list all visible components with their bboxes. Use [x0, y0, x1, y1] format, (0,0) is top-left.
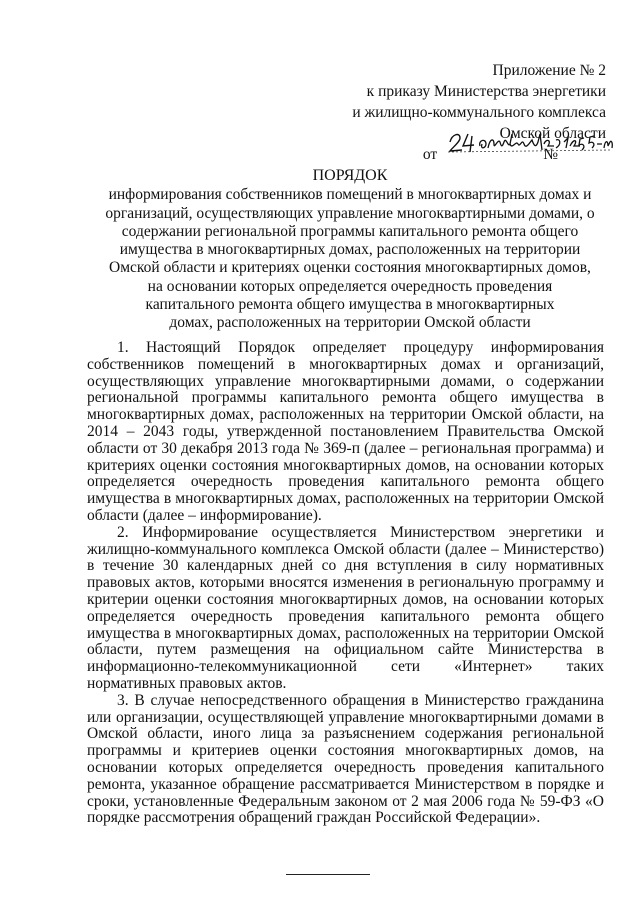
subtitle-line: содержании региональной программы капитального ремонта общего	[121, 222, 579, 240]
paragraph-1: 1. Настоящий Порядок определяет процедуру информирования собственников помещений в многоквартирных домах и организаций, осуществляющих управление многоквартирными домами, о содержании региональной программы капитального ремонта общего имущества в многоквартирных домах, расположенных на территории Омской области, на 2014 – 2043 годы, утвержденной постановлением Правительства Омской области от 30 декабря 2013 года № 369-п (далее – региональная программа) и критериях оценки состояния многоквартирных домов, на основании которых определяется очередность проведения капитального ремонта общего имущества в многоквартирных домах, расположенных на территории Омской области (далее – информирование).	[87, 339, 604, 524]
subtitle-line: домах, расположенных на территории Омской области	[169, 314, 531, 332]
paragraph-2: 2. Информирование осуществляется Министерством энергетики и жилищно-коммунального комплекса Омской области (далее – Министерство) в течение 30 календарных дней со дня вступления в силу нормативных правовых актов, которыми вносятся изменения в региональную программу и критерии оценки состояния многоквартирных домов, на основании которых определяется очередность проведения капитального ремонта общего имущества в многоквартирных домах, расположенных на территории Омской области, путем размещения на официальном сайте Министерства в информационно-телекоммуникационной сети «Интернет» таких нормативных правовых актов.	[87, 523, 604, 692]
document-title-block	[96, 167, 604, 333]
handwritten-date-signature	[446, 120, 616, 162]
document-title: ПОРЯДОК	[312, 167, 388, 184]
appendix-ministry-line: и жилищно-коммунального комплекса	[352, 104, 606, 121]
appendix-region-line: Омской области	[499, 125, 606, 142]
subtitle-line: Омской области и критериях оценки состояния многоквартирных домов,	[109, 259, 591, 277]
number-label: №	[543, 146, 558, 163]
subtitle-line: информирования собственников помещений в многоквартирных домах и	[108, 186, 592, 204]
paragraph-3: 3. В случае непосредственного обращения в Министерство гражданина или организации, осуществляющей управление многоквартирными домами в Омской области, иного лица за разъяснением содержания региональной программы и критериев оценки состояния многоквартирных домов, на основании которых определяется очередность проведения капитального ремонта, указанное обращение рассматривается Министерством в порядке и сроки, установленные Федеральным законом от 2 мая 2006 года № 59-ФЗ «О порядке рассмотрения обращений граждан Российской Федерации».	[87, 691, 604, 827]
appendix-order-line: к приказу Министерства энергетики	[366, 83, 606, 100]
closing-rule	[286, 874, 370, 875]
appendix-title: Приложение № 2	[492, 62, 606, 79]
document-body	[87, 340, 604, 827]
from-label: от	[422, 146, 438, 163]
subtitle-line: имущества в многоквартирных домах, расположенных на территории	[119, 241, 581, 259]
subtitle-line: организаций, осуществляющих управление многоквартирными домами, о	[105, 204, 595, 222]
subtitle-line: капитального ремонта общего имущества в многоквартирных	[145, 296, 555, 314]
subtitle-line: на основании которых определяется очередность проведения	[147, 277, 553, 295]
